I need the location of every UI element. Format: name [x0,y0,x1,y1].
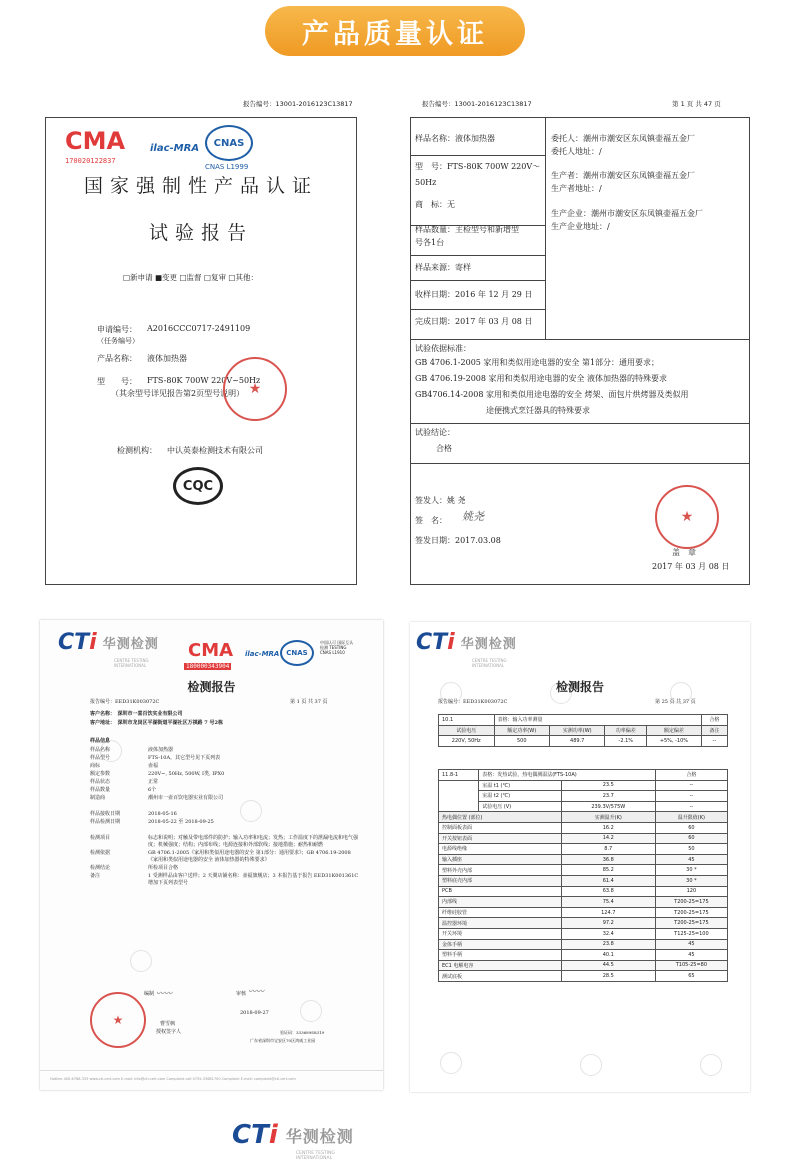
stamp-label: 盖 章 [672,548,696,557]
measured-cell: 61.4 [561,875,655,886]
report-number: 报告编号：EED31K003072C [438,699,508,705]
cert-subtitle: 试验报告 [148,222,253,244]
basis-line: 途便携式烹饪器具的特殊要求 [486,406,590,415]
info-row [90,738,360,745]
table-cell: -2.1% [605,736,647,747]
sign-label: 签 名： [415,516,447,525]
column-header: 额定偏差 [647,725,701,736]
measured-cell: 28.5 [561,971,655,982]
producer-address: 生产者地址：/ [551,184,602,193]
info-label: 样品状态 [90,779,111,785]
env-value: 23.7 [561,791,655,802]
location-cell: 塑料底壳内部 [439,875,562,886]
limit-cell: 45 [655,939,727,950]
measured-cell: 124.7 [561,907,655,918]
section-title: 产品质量认证 [265,6,525,56]
info-row [90,811,360,818]
table-row [439,971,728,982]
info-label: 制造商 [90,795,106,801]
report-number: 报告编号：13001-2016123C13817 [243,100,353,108]
location-cell: 控制面板表面 [439,822,562,833]
sample-name: 样品名称：液体加热器 [415,134,495,143]
reviewer-label: 审核 [236,991,247,997]
table-row [439,897,728,908]
measured-cell: 16.2 [561,822,655,833]
red-seal-stamp: ★ [90,992,146,1048]
table-row [439,939,728,950]
verify-code: 验证码：333689S8319 [280,1030,325,1035]
table-row [439,770,728,781]
info-row [90,865,360,872]
column-header: 实测温升(K) [561,812,655,823]
env-label: 试验电压 (V) [479,801,562,812]
client-address: 客户地址： 深圳市龙岗区平湖街道平湖社区万祺路 7 号2栋 [90,720,223,726]
limit-cell: 45 [655,950,727,961]
location-cell: 测试底板 [439,971,562,982]
conclusion-label: 试验结论： [415,428,455,437]
table-row [439,960,728,971]
location-cell: 金体手柄 [439,939,562,950]
input-power-table [438,714,728,747]
verdict: 合格 [701,715,727,726]
info-row [90,755,360,762]
approver-label: 授权签字人 [156,1029,182,1035]
info-label: 样品型号 [90,755,111,761]
table-caption: 表格：输入功率测量 [494,715,701,726]
measured-cell: 36.8 [561,854,655,865]
table-row [439,907,728,918]
info-value: 正常 [148,779,159,785]
cnas-side-text: 中国认可 国际互认 检测 TESTING CNAS L1910 [320,640,354,655]
table-cell: 220V, 50Hz [439,736,495,747]
row-divider [410,280,545,281]
client-address: 委托人地址：/ [551,147,602,156]
row-divider [410,255,545,256]
info-value: 潮州市一壶百饮电器实业有限公司 [148,795,224,801]
ilac-mra-logo: ilac-MRA [245,650,280,658]
info-value: 2018-05-16 [148,811,177,817]
basis-label: 试验依据标准： [415,344,471,353]
limit-cell: 65 [655,971,727,982]
table-row [439,854,728,865]
env-label: 室温 t1 (℃) [479,780,562,791]
measured-cell: 44.5 [561,960,655,971]
info-value: 2018-05-22 至 2018-09-25 [148,819,214,825]
info-value: 220V~, 50Hz, 500W, Ⅰ类, IPX0 [148,771,225,777]
env-value: 23.5 [561,780,655,791]
location-cell: 电源线绝缘 [439,844,562,855]
column-header: 试验电压 [439,725,495,736]
watermark-icon [300,1000,322,1022]
table-cell: 500 [494,736,549,747]
table-cell: +5%, -10% [647,736,701,747]
column-header: 功率偏差 [605,725,647,736]
handwritten-signature: 〰〰 [248,987,264,996]
section-banner [0,0,790,60]
table-row [439,791,728,802]
info-row [90,873,360,887]
app-no-value: A2016CCC0717-2491109 [147,324,251,333]
cma-logo: CMA [65,127,126,155]
model-note: （其余型号详见报告第2页型号说明） [111,389,245,398]
table-row [439,844,728,855]
basis-line: GB 4706.19-2008 家用和类似用途电器的安全 液体加热器的特殊要求 [415,374,668,383]
limit-cell: T105-25=80 [655,960,727,971]
app-no-sub: （任务编号） [97,337,139,345]
info-row [90,747,360,754]
cti-logo: CTi 华测检测 CENTRE TESTING INTERNATIONAL [58,630,159,668]
info-row [90,771,360,778]
table-row [439,801,728,812]
table-row [439,886,728,897]
report-number: 报告编号：13001-2016123C13817 [422,100,532,108]
manufacturer: 生产企业：潮州市潮安区东凤镇壶福五金厂 [551,209,703,218]
info-label: 检测项目 [90,835,111,841]
table-row [439,736,728,747]
info-label: 备注 [90,873,101,879]
info-value: 液体加热器 [148,747,174,753]
manufacturer-address: 生产企业地址：/ [551,222,610,231]
location-cell: EC1 电解电容 [439,960,562,971]
cma-number: 170020122837 [65,157,116,165]
product-label: 产品名称： [97,354,137,363]
org-label: 检测机构： [117,446,157,455]
info-value: 所检项目合格 [148,865,179,871]
footer-address: 广东省深圳市宝安区70区鸿威工业园 [250,1038,316,1043]
row-divider [410,339,750,340]
table-cell: 489.7 [549,736,604,747]
stamp-date: 2017 年 03 月 08 日 [652,562,730,571]
app-no-label: 申请编号： [97,325,137,334]
sample-source: 样品来源：寄样 [415,263,471,272]
org-value: 中认英泰检测技术有限公司 [167,446,263,455]
limit-cell: 30 * [655,865,727,876]
env-label: 室温 t2 (℃) [479,791,562,802]
limit-cell: T200-25=175 [655,918,727,929]
table-caption: 表格：发热试验，热电偶测温法(FTS-10A) [479,770,656,781]
cti-name: 华测检测 [460,637,517,652]
measured-cell: 23.8 [561,939,655,950]
info-label: 样品数量 [90,787,111,793]
measured-cell: 75.4 [561,897,655,908]
info-value: GB 4706.1-2005《家用和类似用途电器的安全 第1部分：通用要求》；GB 4706.19-2008《家用和类似用途电器的安全 液体加热器的特殊要求》 [148,850,351,863]
column-header: 实测功率(W) [549,725,604,736]
table-row [439,950,728,961]
watermark-icon [580,1054,602,1076]
cqc-logo: CQC [173,467,223,505]
cnas-number: CNAS L1999 [205,163,249,171]
cti-report-first-page [40,620,383,1090]
info-value: 标志和说明；对触及带电部件的防护；输入功率和电流；发热；工作温度下的泄漏电流和电气强度；机械强度；结构；内部布线；电源连接和外部软线；接地措施；耐热和耐燃 [148,835,359,848]
measured-cell: 97.2 [561,918,655,929]
table-row [439,833,728,844]
measured-cell: 63.8 [561,886,655,897]
table-header-row [439,725,728,736]
info-label: 样品信息 [90,738,111,744]
location-cell: 纤维硅胶管 [439,907,562,918]
limit-cell: 45 [655,854,727,865]
sample-quantity-cont: 号各1台 [415,238,445,247]
bottom-cti-logo: CTi 华测检测 CENTRE TESTING INTERNATIONAL [232,1120,354,1161]
info-label: 样品检测日期 [90,819,121,825]
info-row [90,763,360,770]
cert-title: 国家强制性产品认证 [83,175,318,197]
measured-cell: 32.4 [561,928,655,939]
info-row [90,787,360,794]
heating-test-table [438,769,728,982]
location-cell: 塑料外壳内部 [439,865,562,876]
cti-english-name: CENTRE TESTING INTERNATIONAL [472,658,507,668]
cti-logo: CTi 华测检测 CENTRE TESTING INTERNATIONAL [416,630,517,668]
location-cell: 温控器环境 [439,918,562,929]
measured-cell: 8.7 [561,844,655,855]
info-row [90,779,360,786]
column-header: 备注 [701,725,727,736]
location-cell: 输入插座 [439,854,562,865]
limit-cell: 60 [655,822,727,833]
table-row [439,928,728,939]
info-row [90,819,360,826]
sample-info-list [90,738,360,888]
limit-cell: 60 [655,833,727,844]
measured-cell: 40.1 [561,950,655,961]
env-verdict: -- [655,801,727,812]
table-row [439,822,728,833]
model-label: 型 号： [97,377,137,386]
location-cell: 塑料手柄 [439,950,562,961]
info-label: 商标 [90,763,101,769]
location-cell: 开关按钮表面 [439,833,562,844]
info-label: 检测依据 [90,850,111,856]
limit-cell: T200-25=175 [655,897,727,908]
report-first-page [410,95,750,585]
verdict: 合格 [655,770,727,781]
report-title: 检测报告 [555,680,604,694]
report-title: 检测报告 [187,680,236,694]
sample-brand: 商 标：无 [415,200,455,209]
sample-model: 型 号：FTS-80K 700W 220V～ [415,162,541,171]
basis-line: GB 4706.1-2005 家用和类似用途电器的安全 第1部分：通用要求； [415,358,660,367]
info-value: FTS-10A，其它型号见下页列表 [148,755,221,761]
measured-cell: 85.2 [561,865,655,876]
handwritten-signature: 〰〰 [156,989,172,998]
cti-name: 华测检测 [285,1126,354,1146]
cti-english-name: CENTRE TESTING INTERNATIONAL [296,1151,335,1161]
page-number: 第 1 页 共 47 页 [672,100,721,108]
limit-cell: 50 [655,844,727,855]
env-verdict: -- [655,780,727,791]
model-value: FTS-80K 700W 220V~50Hz [147,376,261,385]
info-row [90,795,360,802]
page-number: 第 1 页 共 37 页 [290,699,328,705]
info-value [148,738,360,745]
info-label: 额定参数 [90,771,111,777]
cnas-logo: CNAS [205,125,253,161]
info-value: 1 受测样品由客户送样；2 天翼店铺名称：壶福旗舰店；3 本报告基于报告 EED31K001361C 增加下页列表型号 [148,873,359,886]
info-row [90,850,360,864]
info-value: 6个 [148,787,157,793]
column-header: 额定功率(W) [494,725,549,736]
column-divider [545,117,546,339]
red-seal-stamp: ★ [223,357,287,421]
watermark-icon [440,1052,462,1074]
cnas-logo: CNAS [280,640,314,666]
info-value: 壶福 [148,763,159,769]
certificate-cover-page [45,95,357,585]
info-label: 样品名称 [90,747,111,753]
table-row [439,875,728,886]
watermark-icon [700,1054,722,1076]
client: 委托人：潮州市潮安区东凤镇壶福五金厂 [551,134,695,143]
location-cell: 内部线 [439,897,562,908]
measured-cell: 14.2 [561,833,655,844]
column-header: 热电偶位置 (部位) [439,812,562,823]
row-divider [410,463,750,464]
report-date: 2018-09-27 [240,1010,269,1016]
complete-date: 完成日期：2017 年 03 月 08 日 [415,317,533,326]
page-number: 第 25 页 共 37 页 [655,699,696,705]
handwritten-signature: 姚尧 [462,510,484,523]
location-cell: PCB [439,886,562,897]
cti-report-test-page [410,622,750,1092]
issuer: 签发人：姚 尧 [415,496,466,505]
sample-model-cont: 50Hz [415,178,437,187]
info-row [90,835,360,849]
sample-quantity: 样品数量：主检型号和新增型 [415,225,519,234]
clause-no: 11.8-1 [439,770,479,781]
product-value: 液体加热器 [147,354,187,363]
red-seal-stamp: ★ [655,485,719,549]
report-type-checkboxes: □新申请 ■变更 □监督 □复审 □其他： [123,273,258,282]
footer-contact: Hotline 400-6788-333 www.cti-cert.com E-mail: info@cti-cert.com Complaint call 0755-33681700 Complaint E-mail: complaint@cti-cert.com [40,1070,383,1090]
table-row [439,865,728,876]
compiler-label: 编制 [144,991,155,997]
producer: 生产者：潮州市潮安区东凤镇壶福五金厂 [551,171,695,180]
watermark-icon [130,950,152,972]
info-label: 检测结论 [90,865,111,871]
row-divider [410,423,750,424]
cma-number: 180000343904 [186,663,230,670]
clause-no: 10.1 [439,715,495,726]
row-divider [410,155,545,156]
limit-cell: T125-25=100 [655,928,727,939]
cti-name: 华测检测 [102,637,159,652]
receive-date: 收样日期：2016 年 12 月 29 日 [415,290,533,299]
table-row [439,918,728,929]
table-header-row [439,812,728,823]
cti-english-name: CENTRE TESTING INTERNATIONAL [114,658,149,668]
limit-cell: 120 [655,886,727,897]
report-number: 报告编号：EED31K003072C [90,699,160,705]
issue-date: 签发日期：2017.03.08 [415,536,501,545]
client-name: 客户名称： 深圳市一喜百饮实业有限公司 [90,711,183,717]
approver-name: 曹雪枫 [160,1021,176,1027]
row-divider [410,309,545,310]
cma-logo: CMA [188,640,234,661]
table-cell: -- [701,736,727,747]
env-verdict: -- [655,791,727,802]
column-header: 温升限值(K) [655,812,727,823]
table-row [439,780,728,791]
ilac-mra-logo: ilac-MRA [150,143,200,154]
limit-cell: 30 * [655,875,727,886]
limit-cell: T200-25=175 [655,907,727,918]
basis-line: GB4706.14-2008 家用和类似用途电器的安全 烤架、面包片烘烤器及类似用 [415,390,689,399]
location-cell: 开关环境 [439,928,562,939]
info-label: 样品接收日期 [90,811,121,817]
env-value: 239.3V/575W [561,801,655,812]
conclusion-value: 合格 [436,444,452,453]
